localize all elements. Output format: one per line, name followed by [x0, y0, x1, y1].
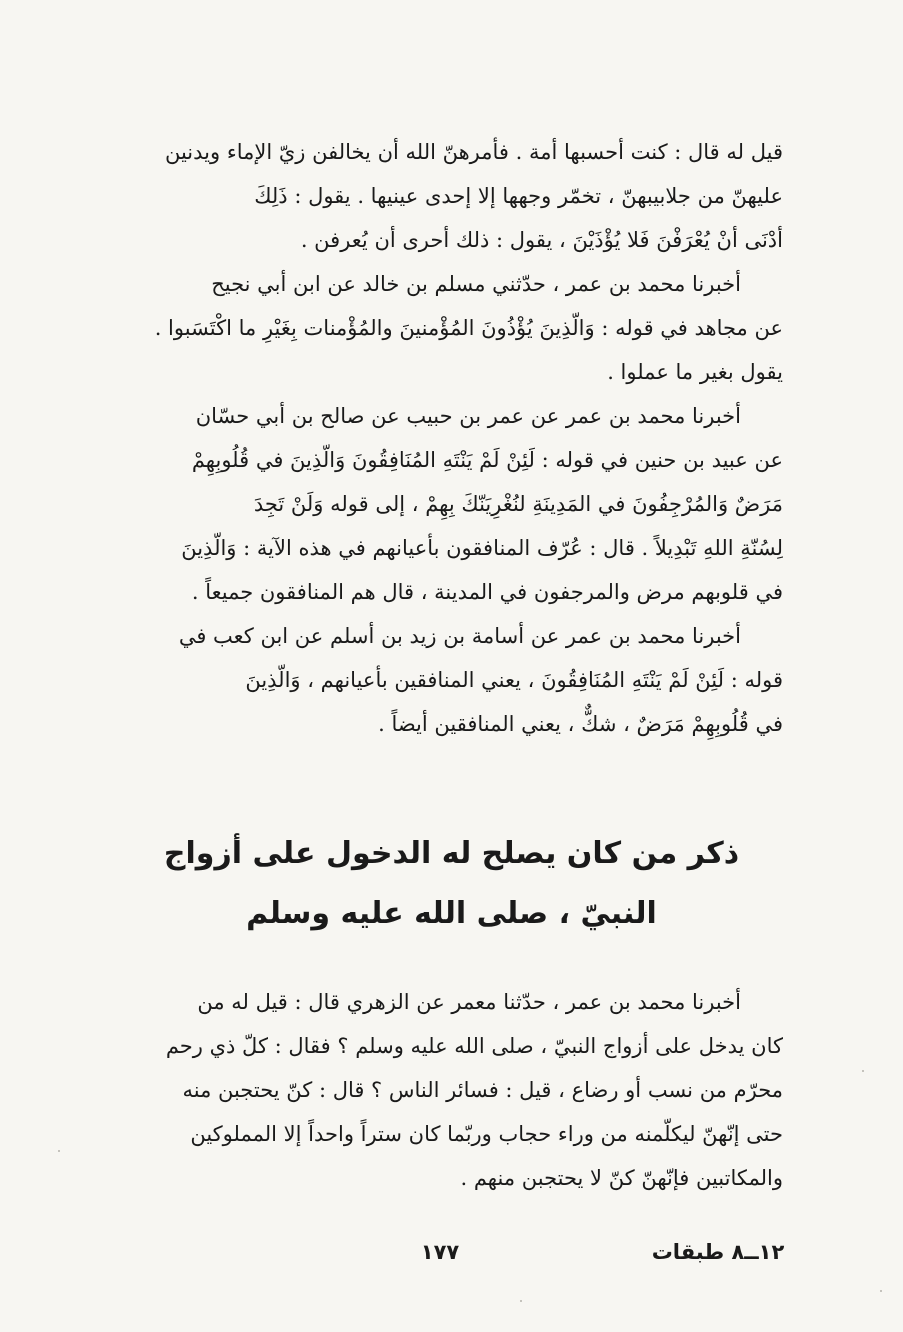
text-line: في قلوبهم مرض والمرجفون في المدينة ، قال هم المنافقون جميعاً . [191, 580, 783, 604]
text-line: محرّم من نسب أو رضاع ، قيل : فسائر الناس ؟ قال : كنّ يحتجبن منه [182, 1078, 783, 1102]
text-line: عن مجاهد في قوله : وَالّذِينَ يُؤْذُونَ المُؤْمنينَ والمُؤْمنات بِغَيْرِ ما اكْتَسَبوا . [154, 316, 783, 340]
section-heading-line-1: ذكر من كان يصلح له الدخول على أزواج [163, 836, 740, 871]
page-footer [0, 1232, 903, 1272]
paragraph-4 [78, 614, 783, 746]
text-line: لِسُنّةِ اللهِ تَبْدِيلاً . قال : عُرّف المنافقون بأعيانهم في هذه الآية : وَالّذِينَ [181, 536, 783, 560]
paragraph-2 [78, 262, 783, 394]
paper-speck [862, 1070, 864, 1072]
text-line: أخبرنا محمد بن عمر ، حدّثني مسلم بن خالد عن ابن أبي نجيح [211, 272, 741, 296]
text-line: قوله : لَئِنْ لَمْ يَنْتَهِ المُنَافِقُونَ ، يعني المنافقين بأعيانهم ، وَالّذِينَ [245, 668, 783, 692]
signature-mark: ١٢ــ٨ طبقات [651, 1240, 785, 1264]
paragraph-5 [78, 980, 783, 1200]
text-line: أخبرنا محمد بن عمر عن أسامة بن زيد بن أسلم عن ابن كعب في [178, 624, 741, 648]
paper-speck [880, 1290, 882, 1292]
text-line: يقول بغير ما عملوا . [607, 360, 783, 384]
text-line: أدْنَى أنْ يُعْرَفْنَ فَلا يُؤْذَيْنَ ، يقول : ذلك أحرى أن يُعرفن . [300, 228, 783, 252]
text-line: قيل له قال : كنت أحسبها أمة . فأمرهنّ الله أن يخالفن زيّ الإماء ويدنين [164, 140, 783, 164]
paper-speck [520, 1300, 522, 1302]
paragraph-1 [78, 130, 783, 262]
paper-speck [58, 1150, 60, 1152]
text-line: مَرَضٌ وَالمُرْجِفُونَ في المَدِينَةِ لنُغْرِيَنّكَ بِهِمْ ، إلى قوله وَلَنْ تَجِدَ [253, 492, 783, 516]
text-line: عن عبيد بن حنين في قوله : لَئِنْ لَمْ يَنْتَهِ المُنَافِقُونَ وَالّذِينَ في قُلُوبِهِمْ [191, 448, 783, 472]
text-line: أخبرنا محمد بن عمر ، حدّثنا معمر عن الزهري قال : قيل له من [197, 990, 741, 1014]
text-line: أخبرنا محمد بن عمر عن عمر بن حبيب عن صالح بن أبي حسّان [195, 404, 741, 428]
page-number: ١٧٧ [420, 1240, 460, 1264]
text-line: والمكاتبين فإنّهنّ كنّ لا يحتجبن منهم . [460, 1166, 783, 1190]
text-line: كان يدخل على أزواج النبيّ ، صلى الله عليه وسلم ؟ فقال : كلّ ذي رحم [165, 1034, 783, 1058]
text-line: عليهنّ من جلابيبهنّ ، تخمّر وجهها إلا إحدى عينيها . يقول : ذَلِكَ [254, 184, 783, 208]
section-heading-line-2: النبيّ ، صلى الله عليه وسلم [246, 896, 657, 931]
text-line: حتى إنّهنّ ليكلّمنه من وراء حجاب وربّما كان ستراً واحداً إلا المملوكين [190, 1122, 783, 1146]
text-line: في قُلُوبِهِمْ مَرَضٌ ، شكٌّ ، يعني المنافقين أيضاً . [378, 712, 783, 736]
paragraph-3 [78, 394, 783, 614]
